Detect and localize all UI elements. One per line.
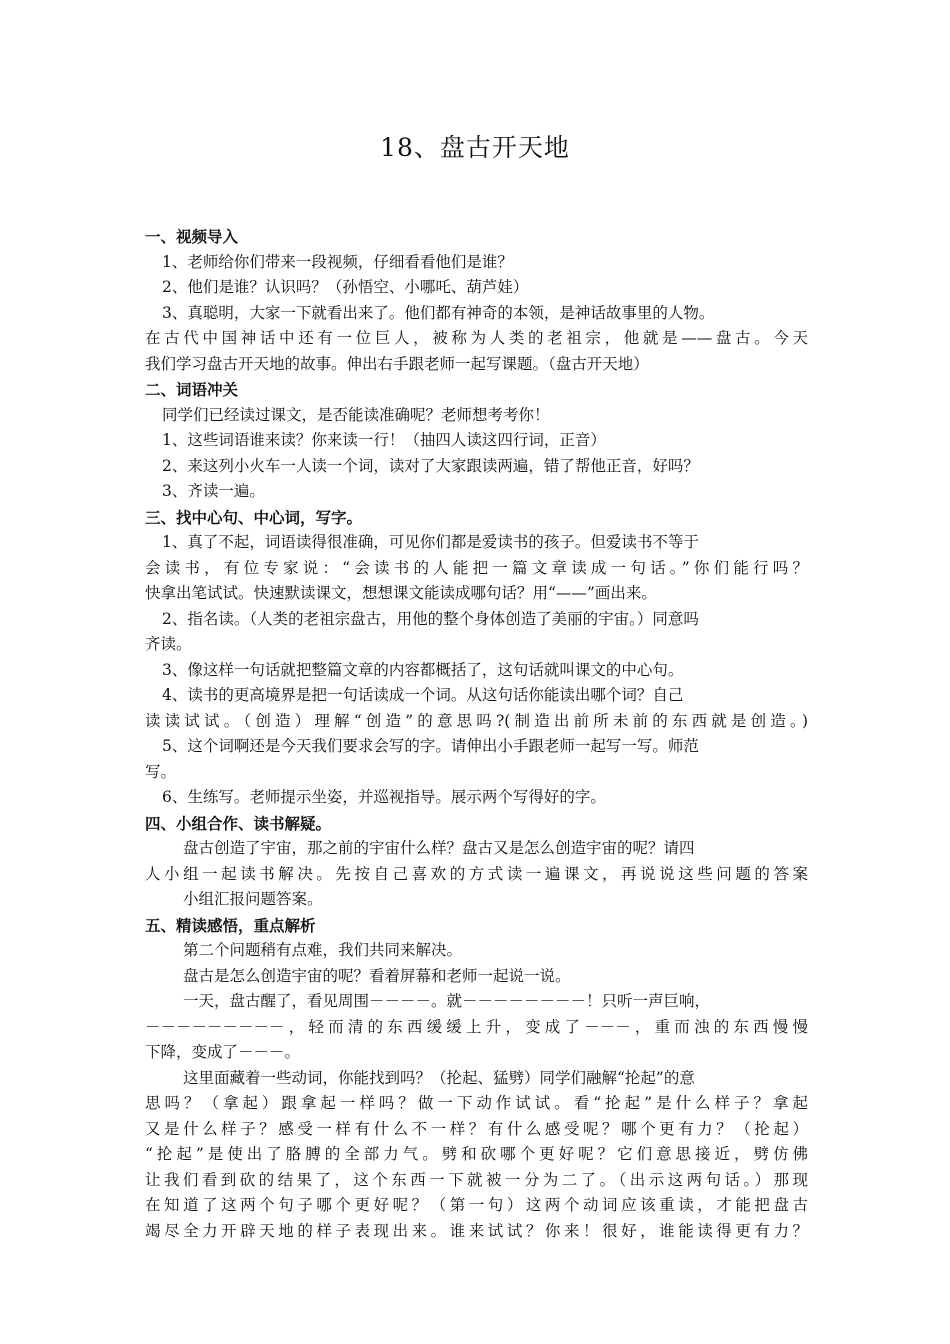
paragraph-line: 6、生练写。老师提示坐姿，并巡视指导。展示两个写得好的字。 — [162, 788, 606, 806]
paragraph-line: 3、齐读一遍。 — [162, 482, 265, 500]
paragraph-line: 盘古是怎么创造宇宙的呢？看着屏幕和老师一起说一说。 — [183, 966, 571, 985]
paragraph-line: 齐读。 — [145, 635, 192, 653]
paragraph-line: 1、这些词语谁来读？你来读一行！（抽四人读这四行词，正音） — [162, 431, 606, 449]
paragraph-line: 2、指名读。（人类的老祖宗盘古，用他的整个身体创造了美丽的宇宙。）同意吗 — [162, 609, 699, 628]
paragraph-line: 读读试试。（创造）理解“创造”的意思吗?(制造出前所未前的东西就是创造。) — [145, 711, 808, 730]
paragraph-line: 在古代中国神话中还有一位巨人，被称为人类的老祖宗，他就是——盘古。今天 — [145, 329, 808, 347]
paragraph-line: 这里面藏着一些动词，你能找到吗？（抡起、猛劈）同学们融解“抡起”的意 — [183, 1068, 695, 1087]
paragraph-line: 1、真了不起，词语读得很准确，可见你们都是爱读书的孩子。但爱读书不等于 — [162, 533, 699, 551]
paragraph-line: 5、这个词啊还是今天我们要求会写的字。请伸出小手跟老师一起写一写。师范 — [162, 737, 699, 755]
paragraph-line: 一天，盘古醒了，看见周围－－－－。就－－－－－－－－！只听一声巨响， — [183, 992, 711, 1010]
paragraph-line: 第二个问题稍有点难，我们共同来解决。 — [183, 941, 463, 959]
section-heading: 四、小组合作、读书解疑。 — [145, 813, 332, 833]
paragraph-line: 4、读书的更高境界是把一句话读成一个词。从这句话你能读出哪个词？自己 — [162, 686, 684, 704]
paragraph-line: 竭尽全力开辟天地的样子表现出来。谁来试试？你来！很好，谁能读得更有力？ — [145, 1221, 808, 1240]
paragraph-line: 2、来这列小火车一人读一个词，读对了大家跟读两遍，错了帮他正音，好吗？ — [162, 456, 699, 475]
paragraph-line: －－－－－－－－－，轻而清的东西缓缓上升，变成了－－－，重而浊的东西慢慢 — [145, 1017, 808, 1036]
paragraph-line: 快拿出笔试试。快速默读课文，想想课文能读成哪句话？用“——”画出来。 — [145, 584, 657, 602]
paragraph-line: 盘古创造了宇宙，那之前的宇宙什么样？盘古又是怎么创造宇宙的呢？请四 — [183, 839, 695, 857]
section-heading: 五、精读感悟，重点解析 — [145, 915, 316, 935]
document-title: 18、盘古开天地 — [380, 133, 570, 162]
paragraph-line: 1、老师给你们带来一段视频，仔细看看他们是谁？ — [162, 252, 513, 271]
paragraph-line: 人小组一起读书解决。先按自己喜欢的方式读一遍课文，再说说这些问题的答案 — [145, 864, 808, 883]
paragraph-line: 思吗？（拿起）跟拿起一样吗？做一下动作试试。看“抡起”是什么样子？拿起 — [145, 1094, 808, 1112]
paragraph-line: 下降，变成了－－－。 — [145, 1043, 301, 1061]
paragraph-line: 同学们已经读过课文，是否能读准确呢？老师想考考你！ — [162, 405, 550, 424]
paragraph-line: 会读书，有位专家说：“会读书的人能把一篇文章读成一句话。”你们能行吗？ — [145, 558, 808, 577]
section-heading: 一、视频导入 — [145, 227, 239, 246]
paragraph-line: “抡起”是使出了胳膊的全部力气。劈和砍哪个更好呢？它们意思接近，劈仿佛 — [145, 1145, 808, 1163]
document-body — [145, 224, 808, 1244]
paragraph-line: 让我们看到砍的结果了，这个东西一下就被一分为二了。（出示这两句话。）那现 — [145, 1170, 808, 1189]
paragraph-line: 又是什么样子？感受一样有什么不一样？有什么感受呢？哪个更有力？（抡起） — [145, 1119, 808, 1138]
paragraph-line: 3、真聪明，大家一下就看出来了。他们都有神奇的本领，是神话故事里的人物。 — [162, 303, 715, 322]
section-heading: 二、词语冲关 — [145, 380, 239, 399]
paragraph-line: 2、他们是谁？认识吗？（孙悟空、小哪吒、葫芦娃） — [162, 278, 529, 296]
paragraph-line: 写。 — [145, 762, 177, 781]
paragraph-line: 小组汇报问题答案。 — [183, 890, 323, 908]
section-heading: 三、找中心句、中心词，写字。 — [145, 507, 363, 527]
paragraph-line: 我们学习盘古开天地的故事。伸出右手跟老师一起写课题。（盘古开天地） — [145, 354, 649, 373]
paragraph-line: 3、像这样一句话就把整篇文章的内容都概括了，这句话就叫课文的中心句。 — [162, 660, 684, 679]
paragraph-line: 在知道了这两个句子哪个更好呢？（第一句）这两个动词应该重读，才能把盘古 — [145, 1196, 808, 1214]
